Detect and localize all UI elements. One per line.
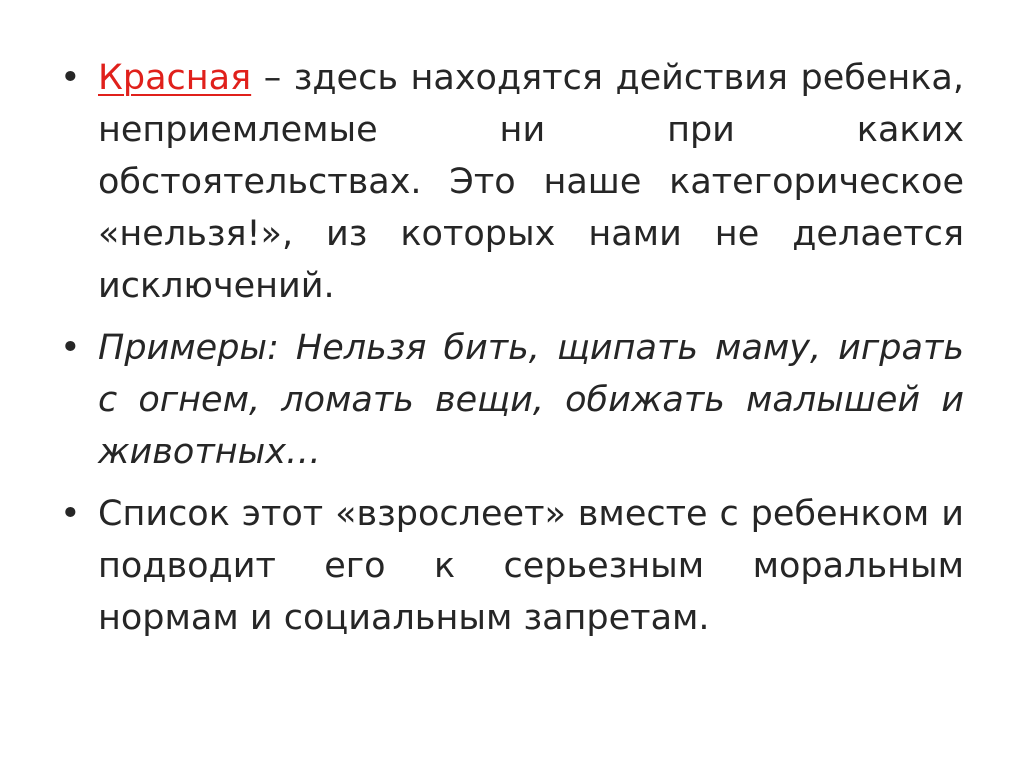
bullet-item-examples bbox=[60, 322, 964, 478]
red-zone-description: – здесь находятся действия ребенка, неприемлемые ни при каких обстоятельствах. Это наше категорическое «нельзя!», из которых нами не делается исключений. bbox=[98, 58, 964, 306]
examples-text: Примеры: Нельзя бить, щипать маму, играть с огнем, ломать вещи, обижать малышей и животных… bbox=[98, 328, 964, 472]
red-zone-term: Красная bbox=[98, 58, 252, 98]
bullet-list bbox=[60, 52, 964, 654]
bullet-item-list-grows bbox=[60, 488, 964, 644]
list-grows-text: Список этот «взрослеет» вместе с ребенком и подводит его к серьезным моральным нормам и социальным запретам. bbox=[98, 494, 964, 638]
bullet-item-red-zone bbox=[60, 52, 964, 312]
